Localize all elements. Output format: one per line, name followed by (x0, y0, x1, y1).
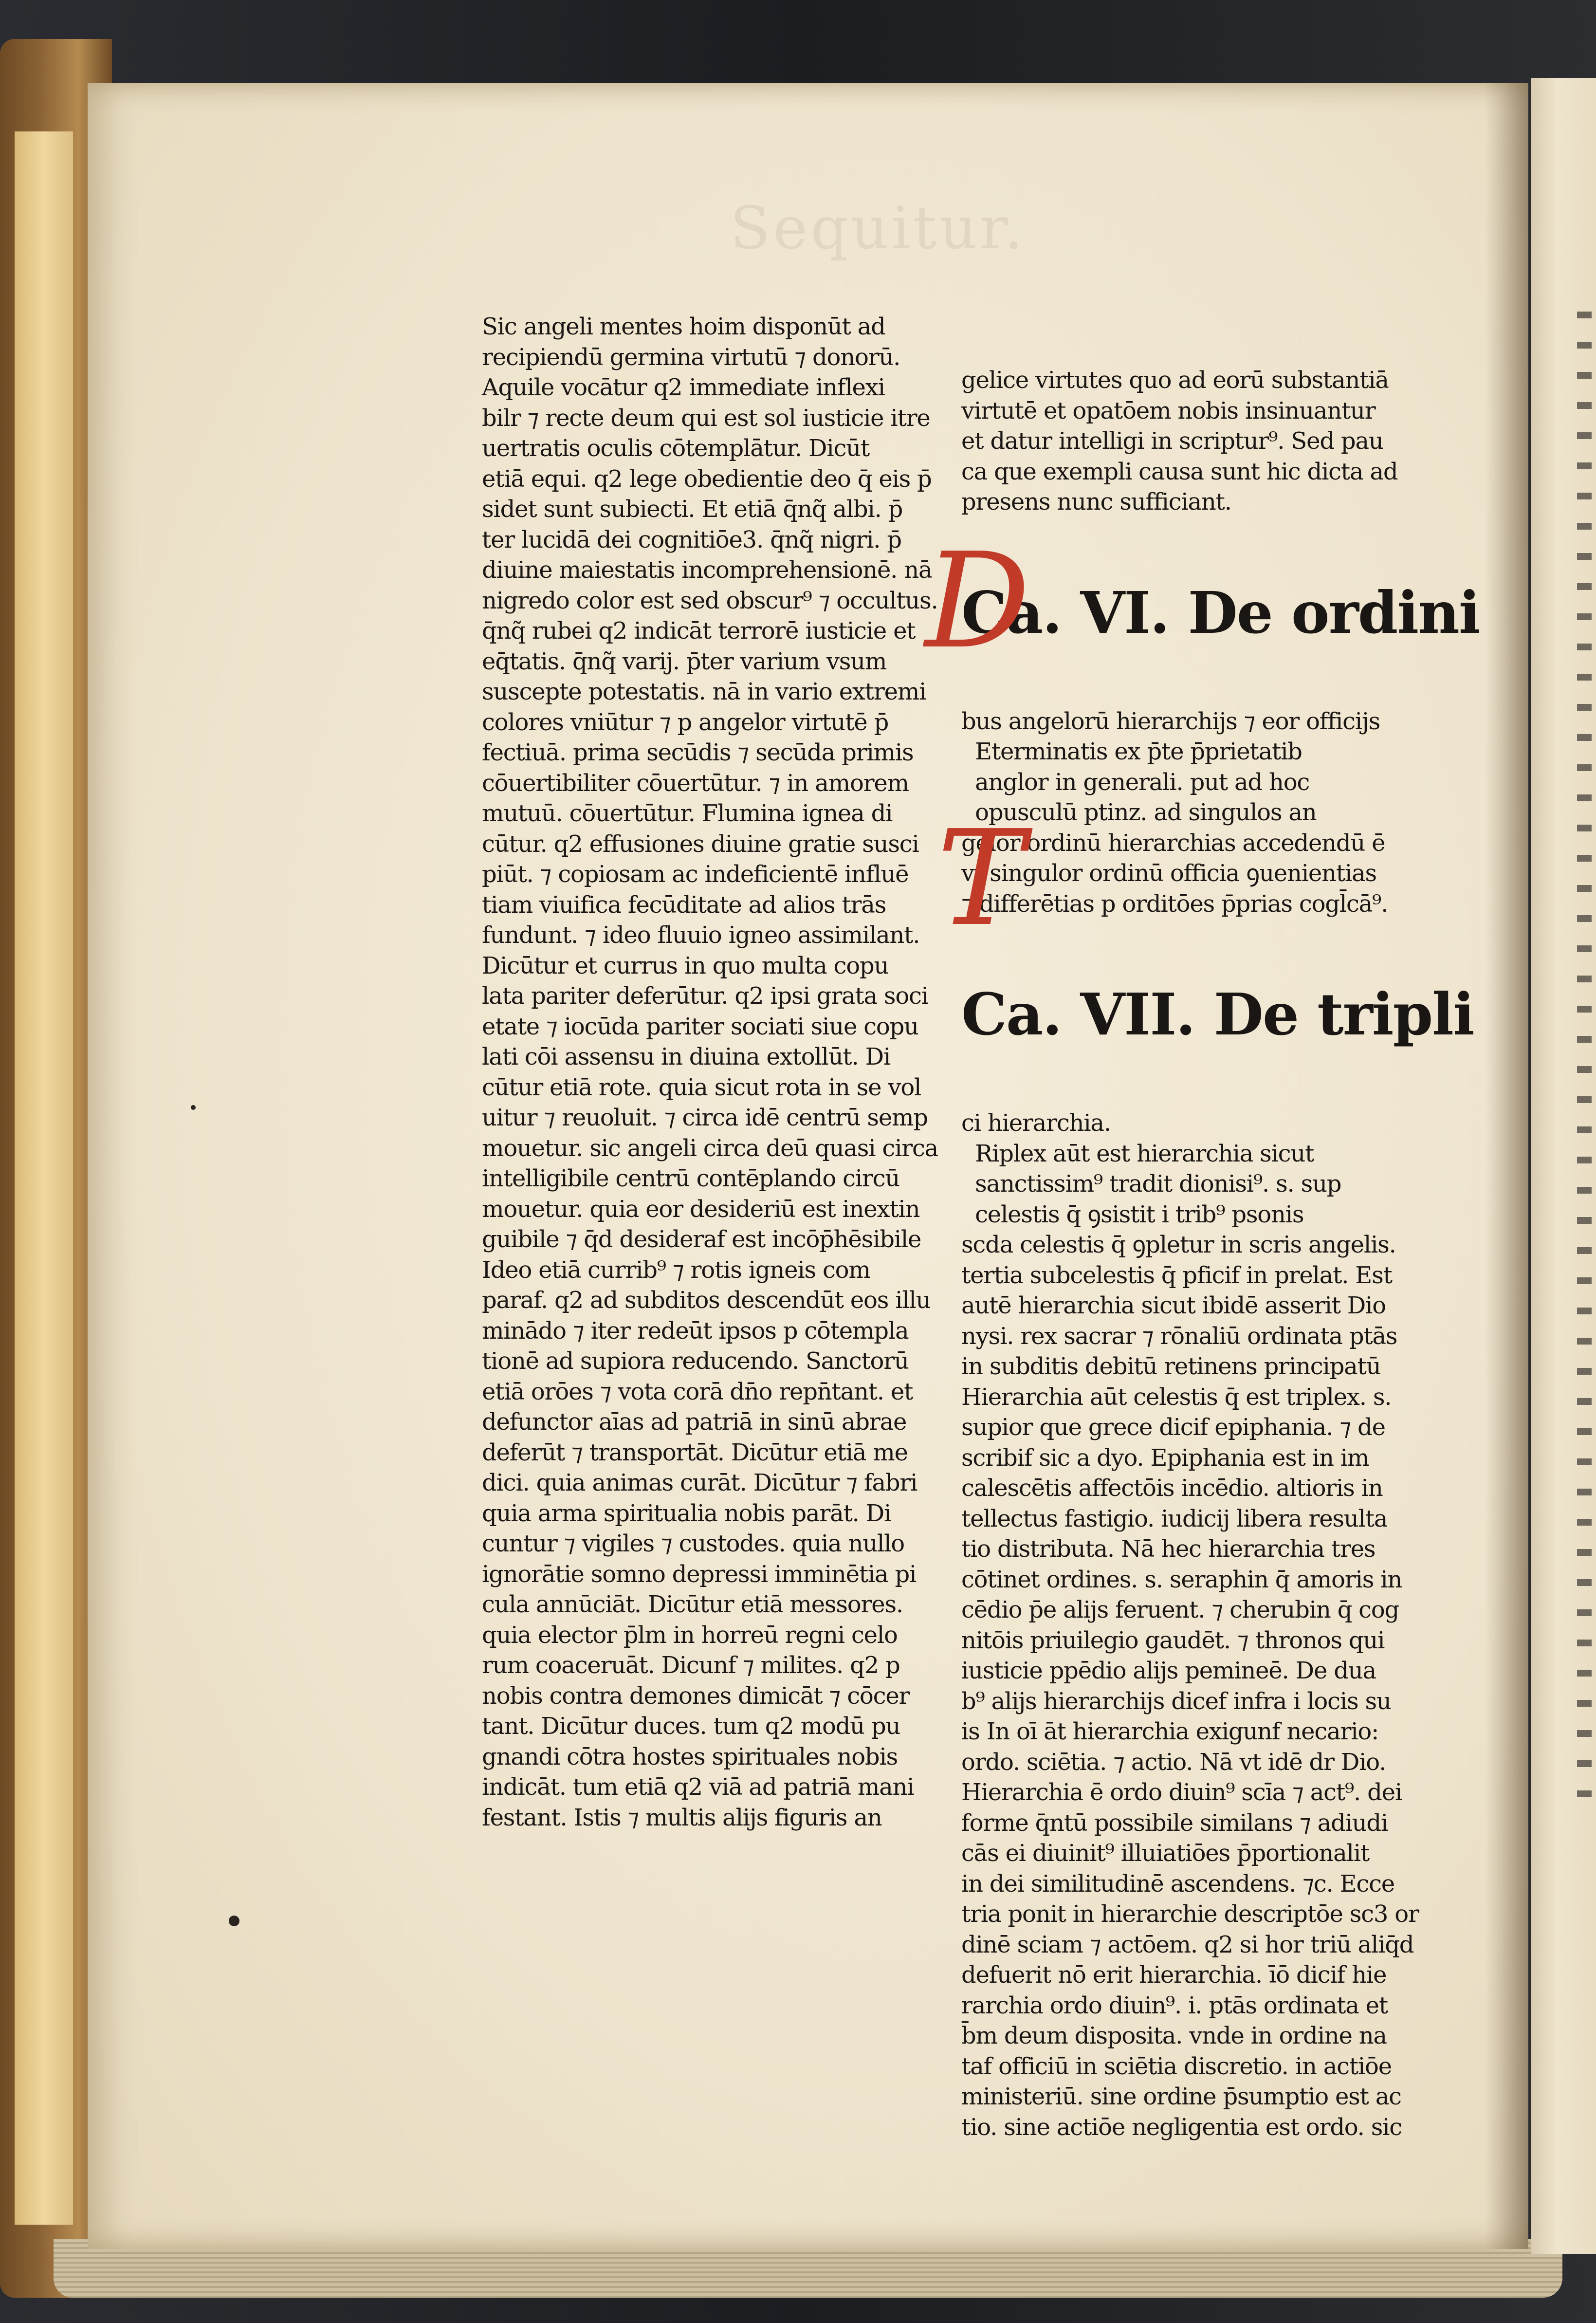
left-column-line: q̄nq̃ rubei q2 indicāt terrorē iusticie et (482, 617, 916, 645)
left-column-line: quia elector p̄lm in horreū regni celo (482, 1621, 898, 1649)
left-column-line: cuntur ⁊ vigiles ⁊ custodes. quia nullo (482, 1530, 904, 1557)
page-gutter (1485, 83, 1528, 2249)
right-mid-line: gelor ordinū hierarchias accedendū ē (961, 829, 1385, 857)
left-column-line: festant. Istis ⁊ multis alijs figuris an (482, 1804, 882, 1831)
right-bottom-line: autē hierarchia sicut ibidē asserit Dio (961, 1292, 1386, 1319)
right-mid-line: bus angelorū hierarchijs ⁊ eor officijs (961, 707, 1380, 735)
left-column-line: fundunt. ⁊ ideo fluuio igneo assimilant. (482, 922, 920, 949)
right-bottom-line: tio. sine actiōe negligentia est ordo. sic (961, 2113, 1402, 2141)
left-column-line: etiā orōes ⁊ vota corā dn̄o repn̄tant. et (482, 1378, 913, 1405)
right-mid-line: opusculū ptinz. ad singulos an (961, 799, 1317, 826)
left-column-line: ignorātie somno depressi imminētia pi (482, 1560, 917, 1588)
right-mid-line: vt singulor ordinū officia ꝯuenientias (961, 860, 1376, 887)
ink-spot (229, 1916, 239, 1926)
left-column-line: suscepte potestatis. nā in vario extremi (482, 678, 926, 705)
right-bottom-line: scda celestis q̄ ꝯpletur in scris angelis. (961, 1231, 1396, 1258)
left-column-line: nigredo color est sed obscur⁹ ⁊ occultus. (482, 587, 938, 614)
left-column-line: Dicūtur et currus in quo multa copu (482, 952, 889, 979)
left-column-line: ter lucidā dei cognitiōe3. q̄nq̃ nigri. p̄ (482, 526, 901, 553)
chapter-heading-6: Ca. VI. De ordini (961, 578, 1480, 646)
left-column-line: Sic angeli mentes hoim disponūt ad (482, 313, 885, 340)
left-column-line: nobis contra demones dimicāt ⁊ cōcer (482, 1682, 910, 1710)
right-bottom-line: celestis q̄ ꝯsistit i trib⁹ psonis (961, 1200, 1304, 1228)
left-column-line: bilr ⁊ recte deum qui est sol iusticie itre (482, 404, 930, 432)
right-bottom-line: in dei similitudinē ascendens. ⁊c. Ecce (961, 1870, 1394, 1898)
left-column-line: eq̄tatis. q̄nq̃ varij. p̄ter varium vsum (482, 647, 887, 675)
right-bottom-line: b⁹ alijs hierarchijs dicef infra i locis su (961, 1687, 1391, 1715)
right-top-line: virtutē et opatōem nobis insinuantur (961, 397, 1376, 424)
left-column-line: lata pariter deferūtur. q2 ipsi grata soci (482, 982, 928, 1010)
red-initial-chapter-7: T (937, 802, 1025, 955)
left-column-line: tionē ad supiora reducendo. Sanctorū (482, 1347, 909, 1375)
right-mid-text (961, 706, 1419, 920)
right-bottom-line: Hierarchia ē ordo diuin⁹ scīa ⁊ act⁹. dei (961, 1779, 1402, 1806)
right-bottom-line: ministeriū. sine ordine p̄sumptio est ac (961, 2083, 1401, 2110)
right-bottom-line: dinē sciam ⁊ actōem. q2 si hor triū aliq̄d (961, 1931, 1414, 1958)
left-column-line: dici. quia animas curāt. Dicūtur ⁊ fabri (482, 1469, 917, 1496)
left-column-line: mouetur. sic angeli circa deū quasi circa (482, 1134, 938, 1162)
right-bottom-line: rarchia ordo diuin⁹. i. ptās ordinata et (961, 1991, 1388, 2019)
right-mid-line: anglor in generali. put ad hoc (961, 768, 1310, 796)
right-bottom-line: Riplex aūt est hierarchia sicut (961, 1140, 1314, 1167)
left-column-line: intelligibile centrū contēplando circū (482, 1165, 900, 1192)
left-column-line: uertratis oculis cōtemplātur. Dicūt (482, 435, 869, 462)
right-bottom-line: sanctissim⁹ tradit dionisi⁹. s. sup (961, 1170, 1341, 1198)
left-column-line: paraf. q2 ad subditos descendūt eos illu (482, 1287, 931, 1314)
right-bottom-line: iusticie ppēdio alijs pemineē. De dua (961, 1657, 1376, 1684)
left-column-line: defunctor aīas ad patriā in sinū abrae (482, 1408, 907, 1436)
right-bottom-line: nitōis priuilegio gaudēt. ⁊ thronos qui (961, 1626, 1385, 1654)
right-bottom-line: tellectus fastigio. iudicij libera resulta (961, 1505, 1388, 1532)
left-column-line: fectiuā. prima secūdis ⁊ secūda primis (482, 739, 914, 766)
right-bottom-line: b̄m deum disposita. vnde in ordine na (961, 2022, 1387, 2049)
left-text-column (482, 312, 938, 1833)
facing-page-text (1577, 312, 1592, 1821)
right-mid-line: ⁊ differētias p orditōes p̄prias cogl̄cā⁹. (961, 890, 1388, 918)
right-bottom-line: supior que grece dicif epiphania. ⁊ de (961, 1414, 1385, 1441)
left-column-line: diuine maiestatis incomprehensionē. nā (482, 556, 932, 584)
left-column-line: piūt. ⁊ copiosam ac indeficientē influē (482, 861, 909, 888)
left-column-line: cula annūciāt. Dicūtur etiā messores. (482, 1591, 903, 1618)
right-bottom-line: tertia subcelestis q̄ pficif in prelat. Est (961, 1261, 1392, 1289)
right-bottom-line: taf officiū in sciētia discretio. in actiōe (961, 2052, 1392, 2080)
left-column-line: cōuertibiliter cōuertūtur. ⁊ in amorem (482, 769, 909, 797)
left-column-line: sidet sunt subiecti. Et etiā q̄nq̃ albi. p̄ (482, 496, 903, 523)
chapter-heading-7: Ca. VII. De tripli (961, 980, 1474, 1048)
left-column-line: cūtur etiā rote. quia sicut rota in se vol (482, 1073, 921, 1101)
right-bottom-line: nysi. rex sacrar ⁊ rōnaliū ordinata ptās (961, 1322, 1397, 1350)
page-block-edge (15, 131, 73, 2225)
red-initial-chapter-6: D (925, 524, 1030, 678)
right-top-line: et datur intelligi in scriptur⁹. Sed pau (961, 427, 1383, 455)
left-column-line: etate ⁊ iocūda pariter sociati siue copu (482, 1013, 918, 1040)
left-column-line: rum coaceruāt. Dicunf ⁊ milites. q2 p (482, 1652, 900, 1679)
right-bottom-line: tio distributa. Nā hec hierarchia tres (961, 1535, 1376, 1563)
right-bottom-line: ci hierarchia. (961, 1109, 1111, 1137)
right-top-line: ca que exempli causa sunt hic dicta ad (961, 458, 1398, 485)
left-column-line: colores vniūtur ⁊ p angelor virtutē p̄ (482, 708, 889, 736)
right-bottom-line: tria ponit in hierarchie descriptōe sc3 or (961, 1900, 1419, 1928)
left-column-line: recipiendū germina virtutū ⁊ donorū. (482, 343, 900, 371)
left-column-line: tiam viuifica fecūditate ad alios trās (482, 891, 886, 919)
right-mid-line: Eterminatis ex p̄te p̄prietatib (961, 738, 1302, 765)
right-top-text (961, 365, 1419, 517)
right-bottom-line: Hierarchia aūt celestis q̄ est triplex. s. (961, 1383, 1392, 1411)
right-bottom-text (961, 1108, 1419, 2142)
right-bottom-line: is In oī āt hierarchia exigunf necario: (961, 1718, 1379, 1745)
left-column-line: quia arma spiritualia nobis parāt. Di (482, 1499, 891, 1527)
left-column-line: guibile ⁊ q̄d desideraf est incōp̄hēsibile (482, 1226, 921, 1253)
left-column-line: uitur ⁊ reuoluit. ⁊ circa idē centrū semp (482, 1104, 928, 1131)
left-column-line: etiā equi. q2 lege obedientie deo q̄ eis p̄ (482, 465, 932, 493)
right-bottom-line: defuerit nō erit hierarchia. īō dicif hie (961, 1961, 1387, 1989)
right-top-line: gelice virtutes quo ad eorū substantiā (961, 367, 1389, 394)
ink-speck (191, 1105, 196, 1110)
left-column-line: mouetur. quia eor desideriū est inextin (482, 1195, 920, 1223)
left-column-line: tant. Dicūtur duces. tum q2 modū pu (482, 1713, 900, 1740)
left-column-line: mutuū. cōuertūtur. Flumina ignea di (482, 800, 893, 827)
right-bottom-line: ordo. sciētia. ⁊ actio. Nā vt idē dr Dio. (961, 1748, 1386, 1776)
bleed-through-header: Sequitur. (730, 195, 1026, 262)
right-bottom-line: cōtinet ordines. s. seraphin q̄ amoris in (961, 1566, 1402, 1593)
left-column-line: Ideo etiā currib⁹ ⁊ rotis igneis com (482, 1256, 870, 1284)
right-bottom-line: cās ei diuinit⁹ illuiatiōes p̄portionalit (961, 1840, 1369, 1867)
left-column-line: minādo ⁊ iter redeūt ipsos p cōtempla (482, 1317, 909, 1345)
right-top-line: presens nunc sufficiant. (961, 488, 1231, 516)
left-column-line: deferūt ⁊ transportāt. Dicūtur etiā me (482, 1438, 908, 1466)
right-bottom-line: forme q̄ntū possibile similans ⁊ adiudi (961, 1809, 1388, 1837)
left-column-line: lati cōi assensu in diuina extollūt. Di (482, 1043, 891, 1070)
right-bottom-line: calescētis affectōis incēdio. altioris in (961, 1475, 1383, 1502)
right-bottom-line: in subditis debitū retinens principatū (961, 1353, 1381, 1380)
right-bottom-line: scribif sic a dyo. Epiphania est in im (961, 1444, 1369, 1472)
left-column-line: Aquile vocātur q2 immediate inflexi (482, 374, 885, 401)
right-bottom-line: cēdio p̄e alijs feruent. ⁊ cherubin q̄ cog (961, 1596, 1399, 1623)
left-column-line: cūtur. q2 effusiones diuine gratie susci (482, 830, 919, 858)
left-column-line: indicāt. tum etiā q2 viā ad patriā mani (482, 1773, 914, 1801)
left-column-line: gnandi cōtra hostes spirituales nobis (482, 1743, 898, 1770)
